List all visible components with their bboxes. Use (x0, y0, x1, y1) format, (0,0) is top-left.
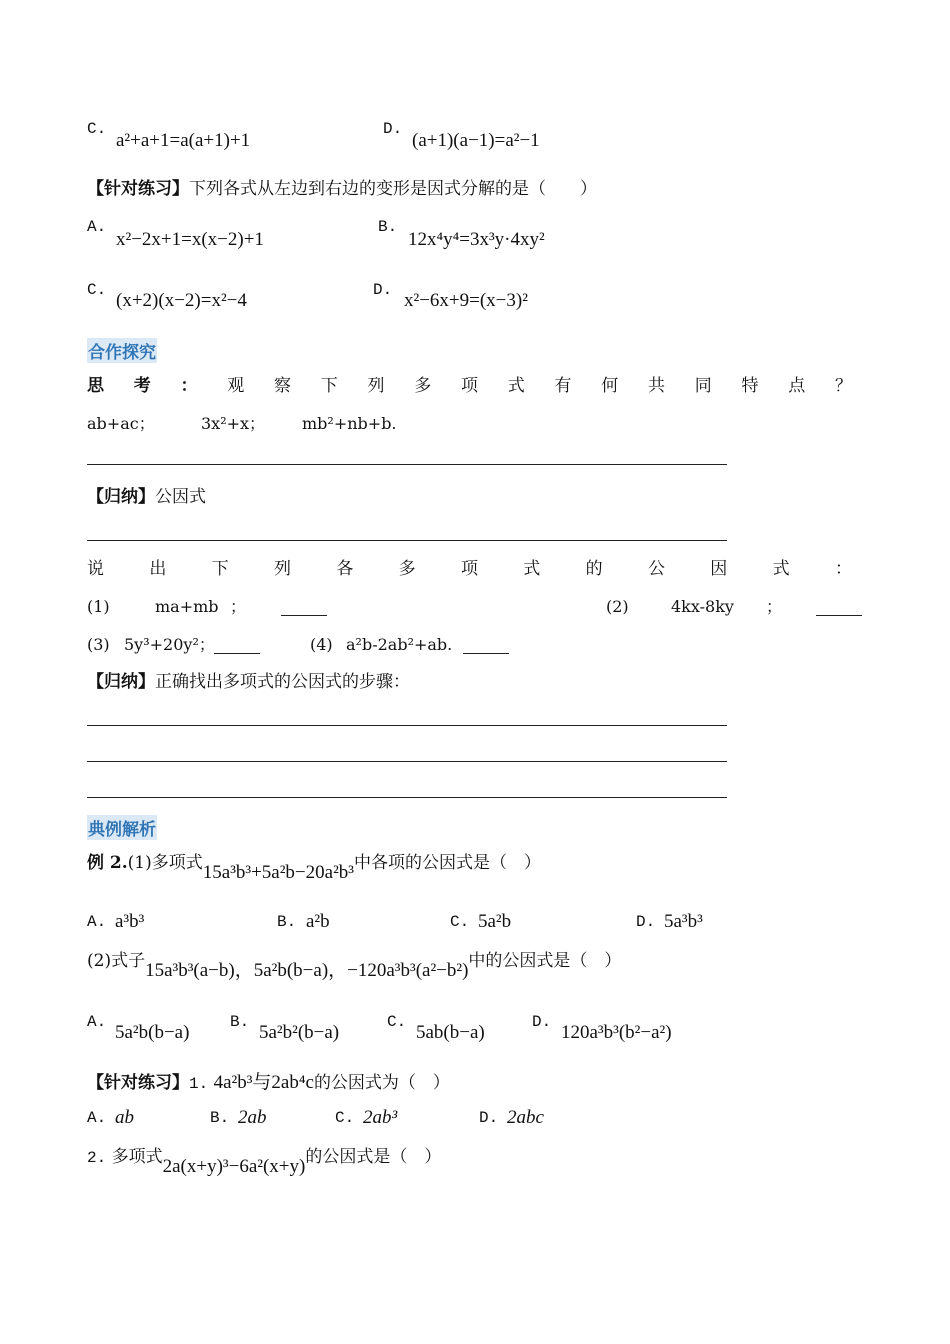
think-char: 式 (507, 376, 525, 396)
say-char: 多 (398, 559, 416, 579)
item-label: (3) (87, 635, 110, 654)
option-a-label: A. (87, 1109, 107, 1127)
answer-line[interactable] (87, 761, 727, 762)
practice-question-text: 下列各式从左边到右边的变形是因式分解的是（ ） (189, 179, 597, 199)
summary-heading: 【归纳】 (87, 487, 155, 507)
example-suffix: 中的公因式是（ ） (468, 951, 622, 971)
practice-question-2-2 (87, 1146, 442, 1177)
think-char: 思 (87, 376, 104, 396)
think-char: 观 (227, 376, 245, 396)
option-c-label: C. (387, 1013, 407, 1031)
think-char: 同 (694, 376, 712, 396)
option-b-label: B. (378, 218, 398, 236)
fill-blank[interactable] (214, 637, 260, 654)
option-a-math: x²−2x+1=x(x−2)+1 (116, 229, 264, 250)
say-char: 式 (523, 559, 541, 579)
option-d-label: D. (636, 913, 656, 931)
option-d-math: (a+1)(a−1)=a²−1 (412, 130, 540, 151)
option-b-label: B. (210, 1109, 230, 1127)
example-2-part-2 (87, 950, 622, 981)
item-label: (2) (606, 597, 629, 616)
think-char: 下 (320, 376, 338, 396)
think-char: 项 (461, 376, 478, 396)
option-b-math: 2ab (238, 1107, 267, 1128)
summary-heading: 【归纳】 (87, 672, 155, 692)
polynomial-1: ab+ac； (87, 414, 155, 433)
option-d-math: 5a³b³ (664, 911, 703, 932)
option-c-label: C. (450, 913, 470, 931)
answer-line[interactable] (87, 725, 727, 726)
practice-heading: 【针对练习】 (87, 179, 189, 199)
question-prefix: 多项式 (111, 1147, 163, 1167)
answer-line[interactable] (87, 797, 727, 798)
option-a-label: A. (87, 218, 107, 236)
think-char: 何 (601, 376, 619, 396)
think-char: 察 (274, 376, 291, 396)
fill-blank[interactable] (463, 637, 509, 654)
example-math: 15a³b³(a−b)，5a²b(b−a)，−120a³b³(a²−b²) (145, 960, 469, 981)
example-prefix: (1)多项式 (127, 853, 203, 873)
say-char: 公 (647, 559, 665, 579)
question-suffix: 的公因式为（ ） (313, 1073, 450, 1093)
think-char: 共 (648, 376, 665, 396)
fill-blank[interactable] (281, 599, 327, 616)
say-char: 说 (87, 559, 104, 579)
option-a-label: A. (87, 1013, 107, 1031)
say-char: 式 (772, 559, 790, 579)
say-char: 出 (149, 559, 167, 579)
item-separator: ； (230, 597, 247, 616)
question-number: 1. (189, 1075, 209, 1093)
option-c-math: 5a²b (478, 911, 512, 932)
option-d-label: D. (383, 120, 403, 138)
question-suffix: 的公因式是（ ） (305, 1147, 442, 1167)
item-expression: a²b-2ab²+ab. (346, 635, 453, 654)
option-b-label: B. (277, 913, 297, 931)
option-b-math: 12x⁴y⁴=3x³y·4xy² (408, 229, 545, 250)
polynomial-3: mb²+nb+b. (302, 414, 397, 433)
option-c-label: C. (87, 120, 107, 138)
think-char: 考 (133, 376, 151, 396)
option-a-label: A. (87, 913, 107, 931)
say-char: 下 (211, 559, 229, 579)
item-label: (4) (310, 635, 333, 654)
think-char: 有 (554, 376, 572, 396)
item-separator: ； (766, 597, 783, 616)
item-expression: 5y³+20y²； (124, 635, 215, 654)
example-prefix: (2)式子 (87, 951, 146, 971)
say-char: 因 (710, 559, 728, 579)
item-label: (1) (87, 597, 110, 616)
option-b-math: a²b (306, 911, 330, 932)
say-char: 的 (585, 559, 603, 579)
option-d-math: 120a³b³(b²−a²) (561, 1022, 672, 1043)
fill-blank[interactable] (816, 599, 862, 616)
think-char: 点 (788, 376, 806, 396)
think-prompt (87, 375, 852, 397)
option-c-math: (x+2)(x−2)=x²−4 (116, 290, 247, 311)
say-char: 各 (336, 559, 354, 579)
say-char: ： (834, 559, 852, 579)
example-2-part-1 (87, 852, 541, 883)
option-c-math: 2ab³ (363, 1107, 398, 1128)
option-d-label: D. (532, 1013, 552, 1031)
option-d-label: D. (479, 1109, 499, 1127)
question-number: 2. (87, 1149, 107, 1167)
item-expression: 4kx-8ky (671, 597, 734, 616)
item-expression: ma+mb (155, 597, 219, 616)
answer-line[interactable] (87, 464, 727, 465)
example-math: 15a³b³+5a²b−20a²b³ (202, 862, 354, 883)
summary-common-factor (87, 486, 206, 508)
say-char: 项 (460, 559, 478, 579)
summary-steps (87, 671, 410, 693)
answer-line[interactable] (87, 540, 727, 541)
think-char: 特 (741, 376, 759, 396)
think-char: 多 (414, 376, 432, 396)
question-math: 2a(x+y)³−6a²(x+y) (162, 1156, 306, 1177)
option-d-math: x²−6x+9=(x−3)² (404, 290, 528, 311)
polynomial-2: 3x²+x； (201, 414, 266, 433)
say-prompt (87, 558, 852, 580)
section-title-examples: 典例解析 (87, 815, 157, 840)
question-math: 4a²b³与2ab⁴c (213, 1072, 314, 1093)
option-c-math: a²+a+1=a(a+1)+1 (116, 130, 251, 151)
practice-heading: 【针对练习】 (87, 1073, 189, 1093)
section-title-cooperation: 合作探究 (87, 338, 157, 363)
say-char: 列 (273, 559, 291, 579)
option-d-label: D. (373, 281, 393, 299)
option-c-math: 5ab(b−a) (416, 1022, 485, 1043)
think-char: ： (180, 376, 198, 396)
option-b-math: 5a²b²(b−a) (259, 1022, 340, 1043)
example-suffix: 中各项的公因式是（ ） (353, 853, 541, 873)
summary-text: 公因式 (155, 487, 206, 507)
think-char: 列 (367, 376, 385, 396)
summary-text: 正确找出多项式的公因式的步骤： (155, 672, 410, 692)
practice-question-2-1 (87, 1072, 450, 1095)
option-c-label: C. (335, 1109, 355, 1127)
option-b-label: B. (230, 1013, 250, 1031)
example-label: 例 2. (87, 853, 128, 873)
option-c-label: C. (87, 281, 107, 299)
option-a-math: a³b³ (115, 911, 145, 932)
practice-question-1 (87, 178, 597, 200)
option-a-math: 5a²b(b−a) (115, 1022, 190, 1043)
think-char: ？ (835, 376, 852, 396)
option-a-math: ab (115, 1107, 134, 1128)
option-d-math: 2abc (507, 1107, 544, 1128)
